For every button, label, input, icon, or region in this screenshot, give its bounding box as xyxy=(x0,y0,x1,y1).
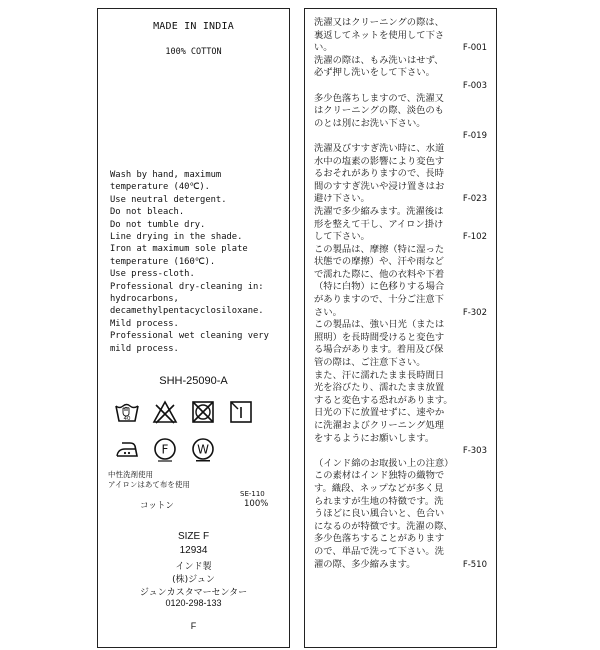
bottom-letter: F xyxy=(190,621,197,631)
note-line: 洗濯又はクリーニングの際は、 xyxy=(314,17,444,28)
care-line: Use neutral detergent. xyxy=(110,194,227,205)
jp-note-iron: アイロンはあて布を使用 xyxy=(108,480,190,489)
composition-jp-percent: 100% xyxy=(244,499,269,509)
note-line: この製品は、摩擦（特に湿った xyxy=(314,243,445,255)
composition-jp: コットン xyxy=(140,501,174,511)
note-line: この製品は、強い日光（または xyxy=(314,319,445,331)
note-line: られますが生地の特徴です。洗 xyxy=(314,495,444,507)
note-line: 多少色落ちすることがあります xyxy=(314,533,445,545)
customer-center: ジュンカスタマーセンター xyxy=(139,588,248,598)
note-code: F-019 xyxy=(462,131,487,142)
note-line: 多少色落ちしますので、洗濯又 xyxy=(314,92,444,104)
note-text: い。 xyxy=(314,42,333,54)
care-notes-jp xyxy=(314,17,487,571)
dry-clean-letter: F xyxy=(161,442,169,457)
note-line xyxy=(314,559,487,572)
note-line: で濡れた際に、他の衣料や下着 xyxy=(314,268,445,280)
company-name: (株)ジュン xyxy=(172,575,215,585)
note-text: 避け下さい。 xyxy=(314,193,370,205)
jp-note-detergent: 中性洗剤使用 xyxy=(108,470,153,479)
item-number: 12934 xyxy=(179,545,208,556)
care-line: Wash by hand, maximum xyxy=(110,170,222,180)
note-line: （インド綿のお取扱い上の注意） xyxy=(314,457,454,469)
phone-number: 0120-298-133 xyxy=(165,598,222,608)
note-line xyxy=(314,193,487,206)
note-code: F-302 xyxy=(462,307,487,318)
dry-clean-f-icon xyxy=(152,436,178,462)
note-code: F-102 xyxy=(462,232,487,243)
note-line: 間のすすぎ洗いや浸け置きはお xyxy=(314,180,445,192)
note-code: F-003 xyxy=(462,80,487,91)
note-line: 洗濯で多少縮みます。洗濯後は xyxy=(314,205,444,217)
care-label-left xyxy=(97,8,290,648)
care-line: hydrocarbons, xyxy=(110,294,179,305)
note-line: 水中の塩素の影響により変色す xyxy=(314,155,445,167)
note-line: ので、単品で洗って下さい。洗 xyxy=(314,545,444,557)
note-line: この素材はインド独特の織物で xyxy=(314,470,445,482)
note-line: （特に白物）に色移りする場合 xyxy=(314,281,445,293)
iron-medium-icon xyxy=(114,436,140,462)
note-line: のとは別にお洗い下さい。 xyxy=(314,117,426,129)
note-line xyxy=(314,42,487,55)
se-code: SE-110 xyxy=(240,490,265,498)
note-line: 状態での摩擦）や、汗や雨など xyxy=(314,256,444,268)
wet-clean-letter: W xyxy=(197,442,209,457)
note-line: をするようにお願いします。 xyxy=(314,432,435,444)
line-dry-shade-icon xyxy=(228,399,254,425)
svg-text:40: 40 xyxy=(123,416,131,422)
note-line: 管の際は、ご注意下さい。 xyxy=(314,357,426,369)
care-line: Do not tumble dry. xyxy=(110,219,206,230)
note-line: がありますので、十分ご注意下 xyxy=(314,294,444,306)
note-line: 裏返してネットを使用して下さ xyxy=(314,29,445,41)
note-code: F-510 xyxy=(462,559,487,570)
note-line: る場合があります。着用及び保 xyxy=(314,344,444,356)
note-text: して下さい。 xyxy=(314,231,370,243)
care-line: temperature (160℃). xyxy=(110,256,216,267)
note-line: また、汗に濡れたまま長時間日 xyxy=(314,369,445,381)
care-line: temperature (40℃). xyxy=(110,182,210,193)
note-text: さい。 xyxy=(314,306,342,318)
hand-wash-40-icon xyxy=(114,399,140,425)
note-line: 洗濯の際は、もみ洗いはせず、 xyxy=(314,54,444,66)
do-not-tumble-dry-icon xyxy=(190,399,216,425)
note-line: 洗濯及びすすぎ洗い時に、水道 xyxy=(314,142,445,154)
note-code: F-023 xyxy=(462,194,487,205)
care-line: Do not bleach. xyxy=(110,207,185,218)
care-label-right xyxy=(304,8,497,648)
note-line: 日光の下に放置せずに、速やか xyxy=(314,407,445,419)
note-line: るおそれがありますので、長時 xyxy=(314,168,444,180)
care-line: mild process. xyxy=(110,343,179,354)
note-line: すると変色する恐れがあります。 xyxy=(314,394,453,406)
wet-clean-w-icon xyxy=(190,436,216,462)
note-text: 濯の際、多少縮みます。 xyxy=(314,558,416,570)
care-line: Professional wet cleaning very xyxy=(110,331,269,342)
note-code: F-001 xyxy=(462,43,487,54)
note-line xyxy=(314,231,487,244)
care-line: Mild process. xyxy=(110,318,179,329)
note-line: はクリーニングの際、淡色のも xyxy=(314,105,444,117)
note-line xyxy=(314,307,487,320)
care-line: Line drying in the shade. xyxy=(110,232,243,243)
composition-text: 100% COTTON xyxy=(165,47,222,57)
care-line: decamethylpentacyclosiloxane. xyxy=(110,306,264,317)
origin-jp: インド製 xyxy=(175,562,212,572)
note-line: になるのが特徴です。洗濯の際、 xyxy=(314,520,453,532)
care-line: Iron at maximum sole plate xyxy=(110,244,248,255)
style-code: SHH-25090-A xyxy=(159,375,228,387)
do-not-bleach-icon xyxy=(152,399,178,425)
note-code: F-303 xyxy=(462,446,487,457)
note-line: うほどに良い風合いと、色合い xyxy=(314,508,445,520)
note-line: 形を整えて干し、アイロン掛け xyxy=(314,218,444,230)
care-line: Use press-cloth. xyxy=(110,269,195,280)
made-in-text: MADE IN INDIA xyxy=(153,21,234,32)
note-line: す。織段、ネップなどが多く見 xyxy=(314,482,444,494)
note-line: 必ず押し洗いをして下さい。 xyxy=(314,67,435,79)
care-instructions xyxy=(110,169,283,355)
note-line: 光を浴びたり、濡れたまま放置 xyxy=(314,382,445,394)
care-line: Professional dry-cleaning in: xyxy=(110,281,264,292)
note-line: 照明）を長時間受けると変色す xyxy=(314,331,445,343)
size-text: SIZE F xyxy=(177,531,210,542)
note-line: に洗濯およびクリーニング処理 xyxy=(314,420,444,431)
